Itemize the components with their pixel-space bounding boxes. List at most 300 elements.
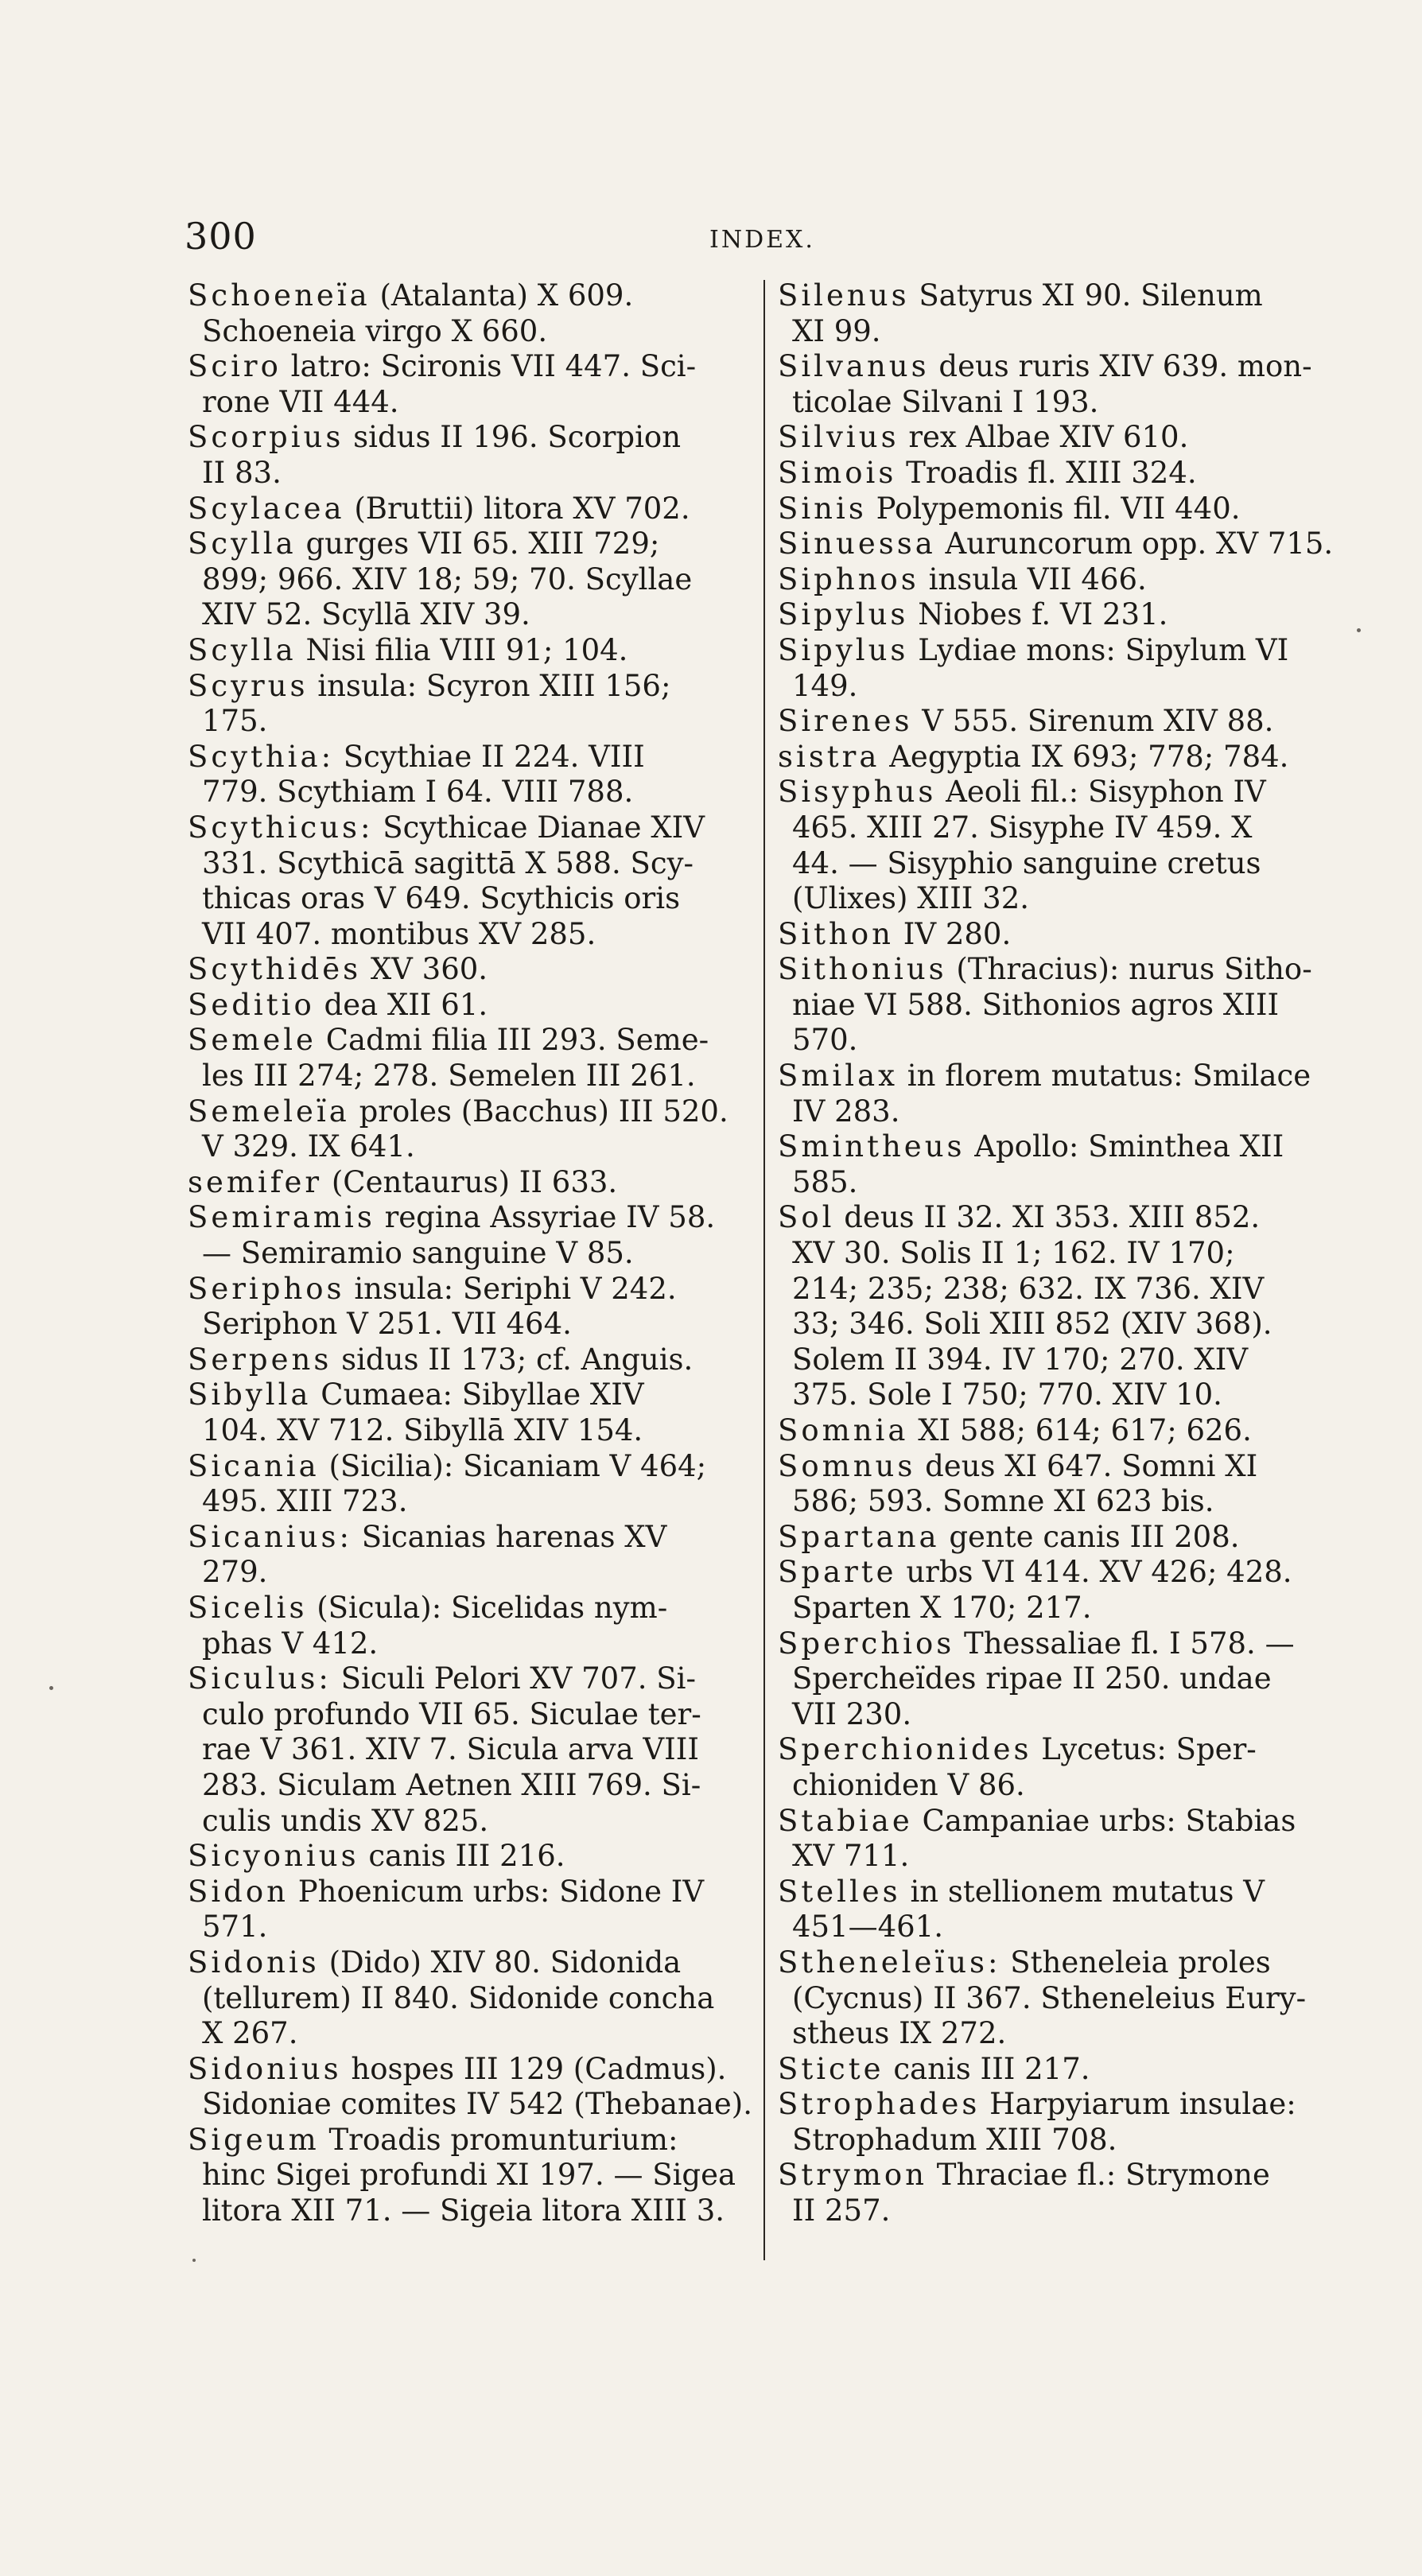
- index-entry-text: 214; 235; 238; 632. IX 736. XIV: [792, 1271, 1265, 1306]
- index-headword: Sperchios: [778, 1626, 955, 1661]
- index-entry-text: in stellionem mutatus V: [910, 1874, 1265, 1909]
- index-headword: Scylacea: [188, 491, 345, 526]
- index-entry-text: 175.: [202, 704, 268, 739]
- index-entry-text: urbs VI 414. XV 426; 428.: [906, 1555, 1292, 1590]
- index-entry-text: latro: Scironis VII 447. Sci-: [290, 349, 697, 384]
- index-entry: [778, 562, 1350, 598]
- index-entry-text: litora XII 71. — Sigeia litora XIII 3.: [202, 2193, 725, 2228]
- index-entry-first-line: [188, 349, 752, 385]
- index-entry-first-line: [188, 1094, 752, 1130]
- index-entry: [778, 952, 1350, 1059]
- index-entry-text: sidus II 173; cf. Anguis.: [341, 1342, 694, 1377]
- index-headword: Scythidēs: [188, 952, 362, 987]
- index-headword: Spartana: [778, 1519, 940, 1554]
- index-entry-text: V 329. IX 641.: [202, 1129, 415, 1164]
- index-headword: Sicanius:: [188, 1519, 352, 1554]
- index-entry-text: Polypemonis fil. VII 440.: [876, 491, 1241, 526]
- index-entry-continuation-line: [778, 1981, 1350, 2017]
- index-entry: [778, 1520, 1350, 1556]
- index-entry: [778, 1555, 1350, 1626]
- index-entry-continuation-line: [188, 1059, 752, 1094]
- index-entry-continuation-line: [778, 1697, 1350, 1733]
- index-entry-continuation-line: [778, 385, 1350, 421]
- index-entry-text: Aegyptia IX 693; 778; 784.: [889, 739, 1289, 774]
- index-entry-text: niae VI 588. Sithonios agros XIII: [792, 987, 1280, 1022]
- column-divider: [763, 280, 765, 2260]
- index-entry: [778, 1626, 1350, 1733]
- index-entry-text: Sicanias harenas XV: [361, 1519, 667, 1554]
- index-entry-text: (Cycnus) II 367. Stheneleius Eury-: [792, 1980, 1307, 2015]
- index-entry-first-line: [778, 1449, 1350, 1485]
- index-entry-text: proles (Bacchus) III 520.: [359, 1094, 728, 1129]
- index-headword: Sidon: [188, 1874, 289, 1909]
- index-entry-first-line: [188, 1661, 752, 1697]
- index-entry-continuation-line: [188, 1768, 752, 1804]
- index-entry-text: ticolae Silvani I 193.: [792, 384, 1099, 419]
- index-entry-continuation-line: [778, 1910, 1350, 1945]
- index-entry: [778, 1945, 1350, 2052]
- index-entry-first-line: [188, 2123, 752, 2158]
- index-entry-text: XI 99.: [792, 313, 881, 348]
- index-entry-continuation-line: [188, 2087, 752, 2123]
- index-entry-text: canis III 216.: [368, 1839, 565, 1874]
- index-entry-text: gurges VII 65. XIII 729;: [305, 526, 660, 561]
- index-entry-first-line: [778, 278, 1350, 314]
- index-entry: [778, 917, 1350, 953]
- index-entry-text: 279.: [202, 1555, 268, 1590]
- index-entry-text: 44. — Sisyphio sanguine cretus: [792, 845, 1261, 880]
- index-entry-text: II 83.: [202, 455, 282, 490]
- index-headword: Seditio: [188, 987, 315, 1022]
- index-entry-text: Apollo: Sminthea XII: [974, 1129, 1284, 1164]
- index-entry-text: canis III 217.: [893, 2051, 1090, 2086]
- index-entry-continuation-line: [188, 1129, 752, 1165]
- index-entry-text: (Dido) XIV 80. Sidonida: [328, 1945, 682, 1980]
- index-entry-first-line: [188, 278, 752, 314]
- index-entry-first-line: [778, 952, 1350, 988]
- index-entry-continuation-line: [188, 775, 752, 810]
- index-entry-first-line: [188, 420, 752, 456]
- index-entry-text: 571.: [202, 1910, 268, 1945]
- index-entry: [778, 420, 1350, 456]
- index-headword: Sicania: [188, 1448, 320, 1483]
- index-headword: Sciro: [188, 349, 282, 384]
- index-headword: Semele: [188, 1023, 317, 1058]
- index-entry-first-line: [188, 2052, 752, 2088]
- index-entry-first-line: [188, 952, 752, 988]
- index-entry-text: (Ulixes) XIII 32.: [792, 881, 1030, 916]
- index-entry-text: Stheneleia proles: [1010, 1945, 1271, 1980]
- index-headword: Scythia:: [188, 739, 335, 774]
- index-headword: Scyrus: [188, 668, 309, 703]
- index-headword: Scylla: [188, 526, 297, 561]
- index-column-right: [778, 278, 1350, 2229]
- index-entry-text: Niobes f. VI 231.: [918, 597, 1168, 632]
- index-entry-text: Auruncorum opp. XV 715.: [945, 526, 1334, 561]
- index-entry: [188, 1449, 752, 1520]
- index-entry: [188, 1377, 752, 1448]
- index-entry-continuation-line: [188, 314, 752, 350]
- index-entry-text: Siculi Pelori XV 707. Si-: [340, 1661, 696, 1696]
- index-entry-text: VII 230.: [792, 1696, 912, 1731]
- index-entry: [778, 1449, 1350, 1520]
- index-headword: Semeleïa: [188, 1094, 350, 1129]
- index-entry-text: IV 283.: [792, 1094, 900, 1129]
- index-entry-first-line: [778, 917, 1350, 953]
- index-entry-first-line: [778, 704, 1350, 740]
- index-entry-first-line: [188, 1200, 752, 1236]
- index-entry-text: hinc Sigei profundi XI 197. — Sigea: [202, 2158, 736, 2193]
- index-entry: [188, 1945, 752, 2052]
- index-entry: [188, 1200, 752, 1271]
- index-entry-text: Aeoli fil.: Sisyphon IV: [946, 775, 1266, 810]
- index-entry-text: (Centaurus) II 633.: [331, 1164, 618, 1199]
- index-entry-text: Lycetus: Sper-: [1041, 1732, 1257, 1767]
- index-entry-continuation-line: [188, 2016, 752, 2052]
- index-entry-text: phas V 412.: [202, 1626, 379, 1661]
- index-entry-text: gente canis III 208.: [949, 1519, 1240, 1554]
- index-entry-continuation-line: [778, 1591, 1350, 1626]
- index-entry: [778, 456, 1350, 491]
- index-headword: Sibylla: [188, 1377, 312, 1412]
- index-headword: Stheneleïus:: [778, 1945, 1001, 1980]
- index-entry: [778, 1129, 1350, 1200]
- index-entry: [188, 1272, 752, 1342]
- index-entry-first-line: [778, 456, 1350, 491]
- index-entry: [778, 1875, 1350, 1945]
- index-entry-text: 570.: [792, 1023, 858, 1058]
- index-entry-first-line: [778, 1520, 1350, 1556]
- index-entry-text: chioniden V 86.: [792, 1767, 1025, 1802]
- index-headword: Silenus: [778, 278, 910, 313]
- index-entry-text: 585.: [792, 1164, 858, 1199]
- index-entry: [778, 349, 1350, 420]
- index-entry-text: (tellurem) II 840. Sidonide concha: [202, 1980, 715, 2015]
- index-entry-first-line: [778, 775, 1350, 810]
- index-entry-text: (Thracius): nurus Sitho-: [956, 952, 1312, 987]
- index-entry-continuation-line: [778, 1307, 1350, 1342]
- index-entry-continuation-line: [778, 2193, 1350, 2229]
- index-entry: [778, 1200, 1350, 1413]
- index-entry-first-line: [778, 1200, 1350, 1236]
- index-entry-text: XV 360.: [370, 952, 488, 987]
- index-entry-continuation-line: [778, 1377, 1350, 1413]
- index-entry-text: 331. Scythicā sagittā X 588. Scy-: [202, 845, 694, 880]
- index-entry: [188, 420, 752, 491]
- index-entry: [778, 704, 1350, 740]
- index-headword: Silvius: [778, 420, 899, 455]
- index-entry-continuation-line: [778, 1272, 1350, 1307]
- index-entry: [778, 1804, 1350, 1875]
- paper-speck: [49, 1686, 53, 1690]
- index-entry-text: V 555. Sirenum XIV 88.: [922, 704, 1274, 739]
- index-headword: Smintheus: [778, 1129, 965, 1164]
- index-headword: Strymon: [778, 2158, 927, 2193]
- index-entry-text: X 267.: [202, 2016, 298, 2051]
- index-entry-first-line: [778, 2087, 1350, 2123]
- index-entry-continuation-line: [188, 562, 752, 598]
- index-entry: [778, 775, 1350, 916]
- index-headword: Seriphos: [188, 1271, 345, 1306]
- index-entry-text: XI 588; 614; 617; 626.: [918, 1413, 1252, 1447]
- index-entry-continuation-line: [188, 1804, 752, 1840]
- index-entry: [778, 2052, 1350, 2088]
- index-headword: Siphnos: [778, 561, 919, 596]
- index-entry-text: Sidoniae comites IV 542 (Thebanae).: [202, 2087, 752, 2122]
- index-entry-continuation-line: [778, 1661, 1350, 1697]
- index-entry: [188, 952, 752, 988]
- index-entry: [188, 1094, 752, 1165]
- index-headword: Serpens: [188, 1342, 332, 1377]
- index-entry-first-line: [778, 1129, 1350, 1165]
- index-entry-continuation-line: [778, 1768, 1350, 1804]
- index-headword: Somnia: [778, 1413, 909, 1447]
- index-entry-text: culo profundo VII 65. Siculae ter-: [202, 1696, 701, 1731]
- index-entry-continuation-line: [188, 1626, 752, 1662]
- index-entry-first-line: [188, 1839, 752, 1875]
- index-entry-text: in florem mutatus: Smilace: [907, 1059, 1311, 1094]
- index-entry-first-line: [778, 597, 1350, 633]
- index-entry-text: Spercheïdes ripae II 250. undae: [792, 1661, 1272, 1696]
- index-entry-first-line: [188, 1023, 752, 1059]
- index-entry-first-line: [778, 2158, 1350, 2193]
- paper-speck: [1357, 628, 1361, 632]
- index-entry-first-line: [188, 1520, 752, 1556]
- index-entry-first-line: [188, 1449, 752, 1485]
- index-entry-continuation-line: [188, 1413, 752, 1449]
- index-headword: Scylla: [188, 632, 297, 667]
- index-entry-continuation-line: [188, 2193, 752, 2229]
- index-headword: Sirenes: [778, 704, 913, 739]
- index-entry-first-line: [778, 1945, 1350, 1981]
- index-headword: Sicelis: [188, 1590, 308, 1625]
- index-entry-continuation-line: [778, 314, 1350, 350]
- index-entry-text: 104. XV 712. Sibyllā XIV 154.: [202, 1413, 643, 1447]
- index-entry-text: Cadmi filia III 293. Seme-: [325, 1023, 709, 1058]
- index-entry-continuation-line: [778, 1023, 1350, 1059]
- index-entry-first-line: [188, 491, 752, 527]
- index-entry-first-line: [778, 1804, 1350, 1840]
- index-entry: [188, 740, 752, 810]
- index-headword: Sisyphus: [778, 775, 937, 810]
- index-entry-first-line: [778, 1413, 1350, 1449]
- index-entry-text: rae V 361. XIV 7. Sicula arva VIII: [202, 1732, 699, 1767]
- index-headword: Somnus: [778, 1448, 916, 1483]
- index-entry-text: 451—461.: [792, 1910, 944, 1945]
- index-entry-first-line: [188, 810, 752, 846]
- index-entry: [778, 1732, 1350, 1803]
- index-entry-text: Scythiae II 224. VIII: [343, 739, 645, 774]
- index-entry-text: VII 407. montibus XV 285.: [202, 916, 596, 951]
- index-headword: Smilax: [778, 1059, 899, 1094]
- index-entry: [188, 1023, 752, 1094]
- index-entry: [188, 988, 752, 1024]
- index-entry-text: Nisi filia VIII 91; 104.: [305, 632, 628, 667]
- index-entry-text: 149.: [792, 668, 858, 703]
- index-entry: [778, 491, 1350, 527]
- index-entry: [188, 1165, 752, 1201]
- index-entry-continuation-line: [778, 988, 1350, 1024]
- index-entry: [188, 1839, 752, 1875]
- index-headword: Sigeum: [188, 2122, 320, 2157]
- index-entry-text: (Sicula): Sicelidas nym-: [317, 1590, 668, 1625]
- index-entry: [778, 1413, 1350, 1449]
- index-entry-continuation-line: [188, 881, 752, 917]
- index-entry: [188, 810, 752, 952]
- index-headword: Sithonius: [778, 952, 947, 987]
- index-entry-text: dea XII 61.: [324, 987, 488, 1022]
- index-entry-continuation-line: [188, 1697, 752, 1733]
- index-entry-continuation-line: [778, 1839, 1350, 1875]
- index-entry-text: thicas oras V 649. Scythicis oris: [202, 881, 681, 916]
- index-entry-continuation-line: [188, 704, 752, 740]
- index-entry-first-line: [188, 1165, 752, 1201]
- index-entry-continuation-line: [188, 1732, 752, 1768]
- index-entry-text: 586; 593. Somne XI 623 bis.: [792, 1484, 1214, 1519]
- index-entry-text: 899; 966. XIV 18; 59; 70. Scyllae: [202, 561, 693, 596]
- index-headword: Semiramis: [188, 1200, 375, 1235]
- index-entry-text: rex Albae XIV 610.: [908, 420, 1189, 455]
- index-entry: [188, 1661, 752, 1839]
- index-headword: Siculus:: [188, 1661, 332, 1696]
- index-entry-text: XIV 52. Scyllā XIV 39.: [202, 597, 530, 632]
- index-entry-continuation-line: [188, 1981, 752, 2017]
- index-entry-first-line: [778, 349, 1350, 385]
- index-entry-text: 495. XIII 723.: [202, 1484, 408, 1519]
- index-headword: Silvanus: [778, 349, 930, 384]
- index-entry-continuation-line: [188, 456, 752, 491]
- index-entry-text: Harpyiarum insulae:: [989, 2087, 1296, 2122]
- index-headword: Simois: [778, 455, 897, 490]
- index-entry: [188, 633, 752, 669]
- index-entry-continuation-line: [778, 1342, 1350, 1378]
- index-entry-first-line: [778, 1732, 1350, 1768]
- index-entry-first-line: [188, 1875, 752, 1910]
- index-entry-text: Sparten X 170; 217.: [792, 1590, 1092, 1625]
- index-headword: Scorpius: [188, 420, 344, 455]
- index-entry-text: IV 280.: [903, 916, 1012, 951]
- index-entry-first-line: [188, 633, 752, 669]
- index-entry-first-line: [778, 1555, 1350, 1591]
- index-entry-text: Scythicae Dianae XIV: [383, 810, 705, 845]
- index-entry-first-line: [778, 1059, 1350, 1094]
- running-title: INDEX.: [709, 226, 815, 254]
- page-number: 300: [185, 215, 257, 258]
- index-entry-continuation-line: [188, 846, 752, 882]
- index-entry-text: (Sicilia): Sicaniam V 464;: [328, 1448, 707, 1483]
- index-headword: Sipylus: [778, 597, 909, 632]
- index-headword: sistra: [778, 739, 880, 774]
- index-entry: [778, 278, 1350, 349]
- index-entry-continuation-line: [188, 2158, 752, 2193]
- index-entry-first-line: [188, 526, 752, 562]
- index-entry-first-line: [188, 1591, 752, 1626]
- index-entry: [778, 1059, 1350, 1129]
- index-entry-text: deus XI 647. Somni XI: [925, 1448, 1258, 1483]
- index-headword: Strophades: [778, 2087, 981, 2122]
- index-entry: [188, 526, 752, 633]
- index-headword: Sinuessa: [778, 526, 936, 561]
- index-entry-text: Strophadum XIII 708.: [792, 2122, 1117, 2157]
- index-entry-first-line: [188, 988, 752, 1024]
- index-entry-first-line: [778, 2052, 1350, 2088]
- index-entry-text: XV 30. Solis II 1; 162. IV 170;: [792, 1236, 1235, 1271]
- index-headword: Scythicus:: [188, 810, 374, 845]
- index-entry-first-line: [188, 669, 752, 705]
- index-entry-text: deus II 32. XI 353. XIII 852.: [844, 1200, 1261, 1235]
- index-entry-text: sidus II 196. Scorpion: [353, 420, 682, 455]
- index-entry-continuation-line: [188, 597, 752, 633]
- index-entry: [188, 278, 752, 349]
- index-headword: Sol: [778, 1200, 835, 1235]
- index-entry-continuation-line: [778, 881, 1350, 917]
- index-entry-text: les III 274; 278. Semelen III 261.: [202, 1059, 696, 1094]
- index-entry: [188, 2123, 752, 2229]
- index-entry-text: 283. Siculam Aetnen XIII 769. Si-: [202, 1767, 701, 1802]
- index-entry: [188, 2052, 752, 2123]
- index-entry-continuation-line: [778, 669, 1350, 705]
- index-entry-text: insula VII 466.: [928, 561, 1147, 596]
- index-entry-continuation-line: [778, 846, 1350, 882]
- index-entry-continuation-line: [188, 1484, 752, 1520]
- index-entry: [778, 597, 1350, 633]
- index-headword: Sithon: [778, 916, 894, 951]
- index-entry-text: regina Assyriae IV 58.: [384, 1200, 716, 1235]
- index-entry: [188, 491, 752, 527]
- index-entry: [188, 1875, 752, 1945]
- index-headword: Sinis: [778, 491, 867, 526]
- index-entry: [188, 1520, 752, 1591]
- index-entry-text: (Bruttii) litora XV 702.: [354, 491, 690, 526]
- index-headword: Stelles: [778, 1874, 901, 1909]
- index-headword: Stabiae: [778, 1803, 913, 1838]
- index-entry: [778, 633, 1350, 704]
- index-entry-continuation-line: [778, 1484, 1350, 1520]
- index-entry-first-line: [188, 1342, 752, 1378]
- paper-speck: [192, 2259, 196, 2262]
- page-header: [185, 215, 1346, 262]
- index-entry-text: II 257.: [792, 2193, 891, 2228]
- index-entry-text: culis undis XV 825.: [202, 1803, 489, 1838]
- index-headword: Sipylus: [778, 632, 909, 667]
- index-entry-text: (Atalanta) X 609.: [379, 278, 634, 313]
- index-entry-continuation-line: [778, 1236, 1350, 1272]
- index-headword: Sidonius: [188, 2051, 342, 2086]
- index-entry-text: Troadis promunturium:: [328, 2122, 678, 2157]
- index-entry: [778, 526, 1350, 562]
- index-entry-continuation-line: [188, 917, 752, 953]
- index-entry: [778, 2087, 1350, 2158]
- index-headword: semifer: [188, 1164, 323, 1199]
- index-entry-text: deus ruris XIV 639. mon-: [938, 349, 1312, 384]
- index-entry-first-line: [188, 1377, 752, 1413]
- index-entry-text: 375. Sole I 750; 770. XIV 10.: [792, 1377, 1222, 1412]
- index-entry: [188, 349, 752, 420]
- index-entry: [778, 740, 1350, 775]
- index-entry: [188, 1591, 752, 1661]
- index-entry-first-line: [778, 491, 1350, 527]
- index-entry-first-line: [188, 740, 752, 775]
- index-entry-first-line: [188, 1272, 752, 1307]
- index-column-left: [188, 278, 752, 2229]
- index-entry-text: insula: Scyron XIII 156;: [317, 668, 671, 703]
- index-entry-text: Satyrus XI 90. Silenum: [919, 278, 1263, 313]
- index-entry-continuation-line: [778, 2016, 1350, 2052]
- index-entry-text: 779. Scythiam I 64. VIII 788.: [202, 775, 634, 810]
- index-entry-text: rone VII 444.: [202, 384, 399, 419]
- index-headword: Sperchionides: [778, 1732, 1032, 1767]
- index-entry-first-line: [778, 1626, 1350, 1662]
